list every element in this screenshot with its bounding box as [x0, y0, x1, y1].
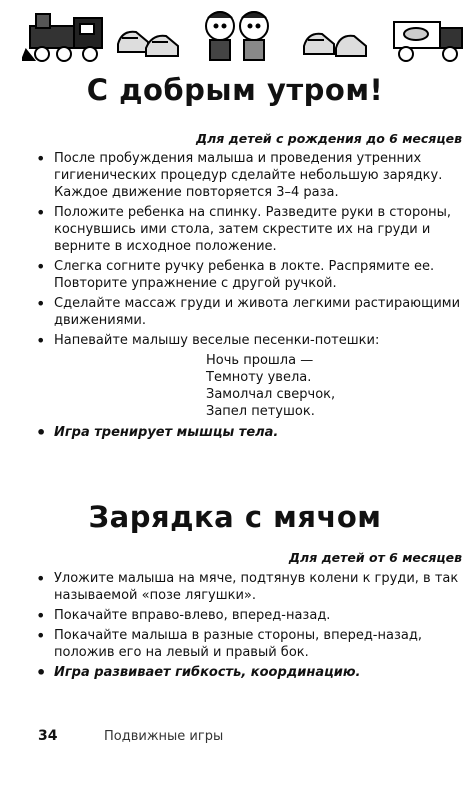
section-title: Зарядка с мячом: [88, 500, 382, 534]
list-item: • Слегка согните ручку ребенка в локте. Распрямите ее. Повторите упражнение с другой ручкой.: [36, 258, 462, 292]
train-icon: [22, 14, 102, 61]
poem-line: Замолчал сверчок,: [206, 387, 336, 402]
header-illustration: [22, 4, 466, 64]
truck-icon: [394, 22, 462, 61]
exercise-list: [36, 570, 462, 684]
result-item: • Игра тренирует мышцы тела.: [36, 424, 462, 441]
poem-line: Темноту увела.: [206, 370, 312, 385]
sneakers-icon: [118, 32, 178, 56]
list-item: • Уложите малыша на мяче, подтянув колени к груди, в так называемой «позе лягушки».: [36, 570, 462, 604]
list-item: • Покачайте малыша в разные стороны, вперед-назад, положив его на левый и правый бок.: [36, 627, 462, 661]
list-item: • Напевайте малышу веселые песенки-потешки:: [36, 332, 462, 349]
page-number: 34: [38, 728, 58, 744]
age-note: Для детей с рождения до 6 месяцев: [195, 131, 462, 146]
exercise-list: [36, 150, 462, 444]
children-icon: [206, 12, 268, 60]
list-item: • После пробуждения малыша и проведения утренних гигиенических процедур сделайте небольшую зарядку. Каждое движение повторяется 3–4 раза.: [36, 150, 462, 201]
poem: [206, 352, 462, 420]
poem-line: Запел петушок.: [206, 404, 315, 419]
poem-line: Ночь прошла —: [206, 353, 314, 368]
list-item: • Положите ребенка на спинку. Разведите руки в стороны, коснувшись ими стола, затем скрестите их на груди и верните в исходное положение.: [36, 204, 462, 255]
list-item: • Сделайте массаж груди и живота легкими растирающими движениями.: [36, 295, 462, 329]
running-title: Подвижные игры: [104, 729, 224, 744]
list-item: • Покачайте вправо-влево, вперед-назад.: [36, 607, 462, 624]
section-title: С добрым утром!: [86, 73, 384, 107]
sneakers-icon: [304, 34, 366, 56]
age-note: Для детей от 6 месяцев: [288, 550, 462, 565]
result-item: • Игра развивает гибкость, координацию.: [36, 664, 462, 681]
